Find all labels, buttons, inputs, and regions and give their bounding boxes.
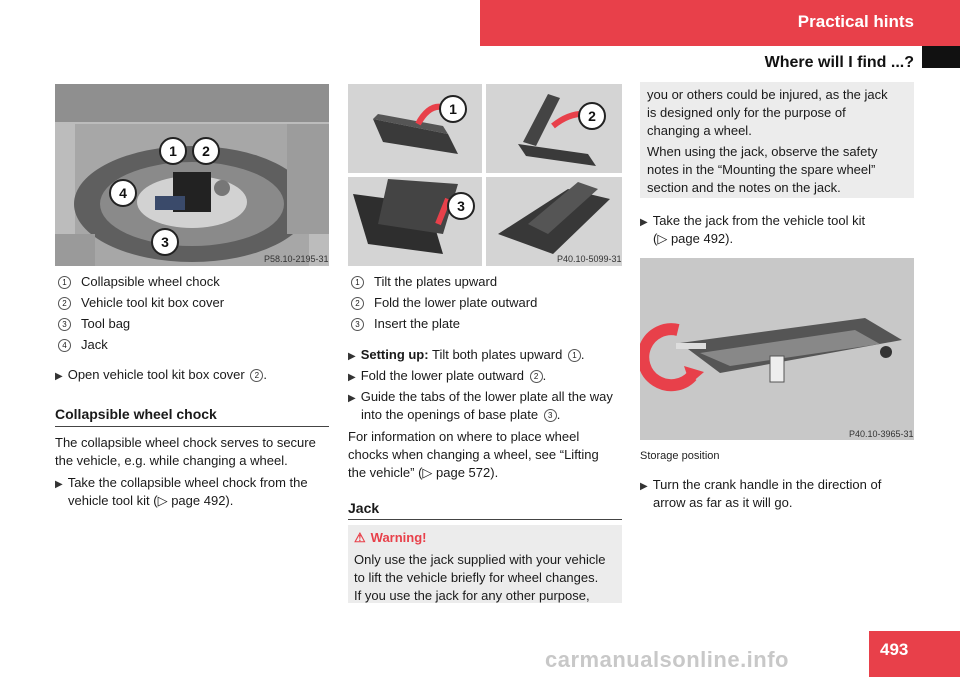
legend-item	[351, 315, 460, 333]
callout-4: 4	[109, 179, 137, 207]
step-take-jack-cont: (▷ page 492).	[653, 231, 734, 246]
legend-number: 3	[58, 318, 71, 331]
spare-wheel-well-figure	[55, 84, 329, 266]
callout-1: 1	[439, 95, 467, 123]
warning-line: notes in the “Mounting the spare wheel”	[647, 162, 876, 177]
triangle-bullet-icon: ▶	[348, 393, 356, 404]
legend-text: Tool bag	[81, 316, 131, 331]
heading-wheel-chock: Collapsible wheel chock	[55, 406, 217, 422]
ref-number: 2	[530, 370, 543, 383]
legend-item	[351, 294, 537, 312]
step-turn-crank-cont: arrow as far as it will go.	[653, 495, 793, 510]
step-text: Open vehicle tool kit box cover	[67, 367, 245, 382]
ref-number: 1	[568, 349, 581, 362]
header-tab-marker	[922, 46, 960, 68]
legend-text: Vehicle tool kit box cover	[81, 295, 225, 310]
legend-text: Collapsible wheel chock	[81, 274, 220, 289]
legend-item	[58, 273, 220, 291]
warning-line: to lift the vehicle briefly for wheel changes.	[354, 570, 599, 585]
ref-number: 3	[544, 409, 557, 422]
ref-number: 2	[250, 369, 263, 382]
legend-text: Tilt the plates upward	[374, 274, 498, 289]
legend-number: 2	[351, 297, 364, 310]
step-turn-crank	[640, 476, 881, 496]
watermark: carmanualsonline.info	[545, 647, 789, 672]
triangle-bullet-icon: ▶	[640, 217, 648, 228]
step-text: Turn the crank handle in the direction of	[652, 477, 882, 492]
jack-storage-illustration	[640, 258, 914, 440]
warning-line: Only use the jack supplied with your vehicle	[354, 552, 606, 567]
legend-number: 4	[58, 339, 71, 352]
step-setting-up: ▶ Setting up: Tilt both plates upward 1 .	[348, 347, 585, 362]
step-text: Take the collapsible wheel chock from the	[67, 475, 308, 490]
step-guide-tabs	[348, 388, 613, 408]
callout-3: 3	[447, 192, 475, 220]
heading-rule	[55, 426, 329, 427]
figure-code: P40.10-3965-31	[849, 429, 914, 439]
triangle-bullet-icon: ▶	[348, 372, 356, 383]
para-line: chocks when changing a wheel, see “Lifting	[348, 447, 599, 462]
para-line: the vehicle, e.g. while changing a wheel.	[55, 453, 288, 468]
legend-text: Fold the lower plate outward	[374, 295, 538, 310]
step-fold-plate: ▶ Fold the lower plate outward 2 .	[348, 368, 547, 383]
warning-title	[354, 530, 427, 546]
warning-title-text: Warning!	[370, 530, 427, 545]
legend-item	[58, 336, 108, 354]
page-subtitle: Where will I find ...?	[764, 54, 914, 71]
legend-text: Insert the plate	[374, 316, 460, 331]
page-number: 493	[880, 640, 909, 659]
step-take-chock	[55, 474, 308, 494]
warning-line: section and the notes on the jack.	[647, 180, 841, 195]
legend-number: 2	[58, 297, 71, 310]
figure-code: P40.10-5099-31	[557, 254, 622, 264]
figure-code: P58.10-2195-31	[264, 254, 329, 264]
para-line: For information on where to place wheel	[348, 429, 580, 444]
triangle-bullet-icon: ▶	[348, 351, 356, 362]
warning-line: is designed only for the purpose of	[647, 105, 846, 120]
step-text: Guide the tabs of the lower plate all the way	[360, 389, 613, 404]
legend-text: Jack	[81, 337, 108, 352]
legend-number: 1	[58, 276, 71, 289]
para-line: The collapsible wheel chock serves to secure	[55, 435, 316, 450]
callout-2: 2	[578, 102, 606, 130]
step-text: into the openings of base plate	[361, 407, 539, 422]
legend-item	[58, 315, 130, 333]
warning-line: you or others could be injured, as the jack	[647, 87, 888, 102]
triangle-bullet-icon: ▶	[640, 481, 648, 492]
step-text: Tilt both plates upward	[431, 347, 563, 362]
legend-number: 1	[351, 276, 364, 289]
legend-number: 3	[351, 318, 364, 331]
callout-1: 1	[159, 137, 187, 165]
callout-2: 2	[192, 137, 220, 165]
step-label: Setting up:	[360, 347, 429, 362]
heading-rule	[348, 519, 622, 520]
step-text: Fold the lower plate outward	[360, 368, 525, 383]
legend-item	[351, 273, 497, 291]
triangle-bullet-icon: ▶	[55, 371, 63, 382]
step-text: Take the jack from the vehicle tool kit	[652, 213, 866, 228]
step-guide-tabs-cont: into the openings of base plate 3 .	[361, 407, 561, 422]
step-open-box: ▶ Open vehicle tool kit box cover 2 .	[55, 367, 267, 382]
warning-line: changing a wheel.	[647, 123, 752, 138]
spare-wheel-well-illustration	[55, 84, 329, 266]
step-take-jack	[640, 212, 865, 232]
warning-line: When using the jack, observe the safety	[647, 144, 878, 159]
warning-line: If you use the jack for any other purpose,	[354, 588, 590, 603]
section-title: Practical hints	[797, 12, 914, 31]
callout-3: 3	[151, 228, 179, 256]
legend-item	[58, 294, 224, 312]
triangle-bullet-icon: ▶	[55, 479, 63, 490]
heading-jack: Jack	[348, 500, 380, 516]
step-take-chock-cont: vehicle tool kit (▷ page 492).	[68, 493, 234, 508]
para-line: the vehicle” (▷ page 572).	[348, 465, 499, 480]
figure-caption: Storage position	[640, 450, 720, 462]
warning-triangle-icon: ⚠	[354, 530, 366, 545]
jack-storage-figure	[640, 258, 914, 440]
